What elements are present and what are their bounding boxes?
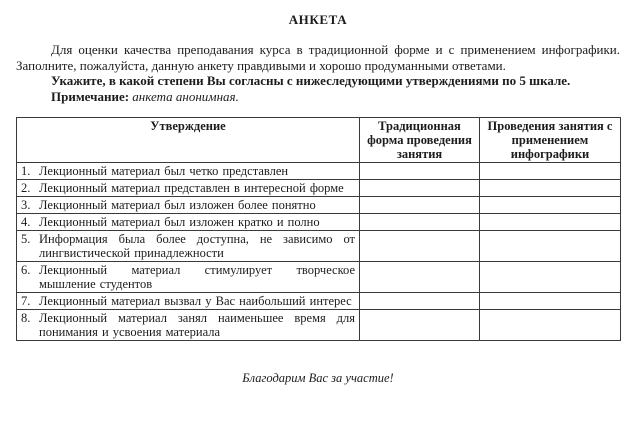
answer-cell-traditional[interactable] — [360, 262, 480, 293]
answer-cell-infographics[interactable] — [480, 262, 621, 293]
note-text: анкета анонимная. — [132, 88, 239, 104]
answer-cell-traditional[interactable] — [360, 197, 480, 214]
header-row — [17, 118, 621, 163]
statement-cell — [17, 293, 360, 310]
intro-paragraph — [16, 42, 620, 104]
statement-text: Лекционный материал был изложен кратко и полно — [39, 215, 320, 229]
table-row — [17, 293, 621, 310]
table-row — [17, 180, 621, 197]
answer-cell-infographics[interactable] — [480, 163, 621, 180]
answer-cell-traditional[interactable] — [360, 310, 480, 341]
row-number: 6. — [21, 263, 31, 277]
document-title: АНКЕТА — [288, 12, 348, 27]
note-label: Примечание: — [51, 88, 130, 104]
answer-cell-traditional[interactable] — [360, 293, 480, 310]
answer-cell-traditional[interactable] — [360, 163, 480, 180]
column-header-traditional-form: Традиционная форма проведения занятия — [360, 118, 480, 163]
table-row — [17, 231, 621, 262]
statement-text: Лекционный материал занял наименьшее время для понимания и усвоения материала — [39, 311, 355, 339]
intro-line-1: Для оценки качества преподавания курса в традиционной форме и с применением инфографики. — [51, 42, 620, 57]
statement-text: Лекционный материал вызвал у Вас наибольший интерес — [39, 294, 352, 308]
table-row — [17, 262, 621, 293]
answer-cell-infographics[interactable] — [480, 293, 621, 310]
statement-text: Лекционный материал был четко представлен — [39, 164, 289, 178]
statement-cell — [17, 197, 360, 214]
statement-cell — [17, 214, 360, 231]
statement-cell — [17, 180, 360, 197]
row-number: 7. — [21, 294, 31, 308]
statement-text: Лекционный материал был изложен более понятно — [39, 198, 316, 212]
row-number: 4. — [21, 215, 31, 229]
answer-cell-traditional[interactable] — [360, 180, 480, 197]
column-header-statement: Утверждение — [17, 118, 360, 163]
answer-cell-infographics[interactable] — [480, 197, 621, 214]
survey-table-header — [17, 118, 621, 163]
table-row — [17, 197, 621, 214]
answer-cell-traditional[interactable] — [360, 214, 480, 231]
statement-cell — [17, 310, 360, 341]
instruction-line: Укажите, в какой степени Вы согласны с нижеследующими утверждениями по 5 шкале. — [51, 73, 571, 88]
statement-cell — [17, 163, 360, 180]
row-number: 3. — [21, 198, 31, 212]
table-row — [17, 163, 621, 180]
row-number: 5. — [21, 232, 31, 246]
row-number: 8. — [21, 311, 31, 325]
intro-line-2: Заполните, пожалуйста, данную анкету правдивыми и хорошо продуманными ответами. — [16, 57, 506, 73]
row-number: 1. — [21, 164, 31, 178]
answer-cell-infographics[interactable] — [480, 214, 621, 231]
survey-table — [16, 117, 621, 341]
answer-cell-infographics[interactable] — [480, 231, 621, 262]
row-number: 2. — [21, 181, 31, 195]
answer-cell-traditional[interactable] — [360, 231, 480, 262]
closing-message: Благодарим Вас за участие! — [242, 371, 394, 385]
statement-text: Лекционный материал представлен в интересной форме — [39, 181, 344, 195]
table-row — [17, 214, 621, 231]
statement-text: Лекционный материал стимулирует творческое мышление студентов — [39, 263, 355, 291]
answer-cell-infographics[interactable] — [480, 310, 621, 341]
statement-cell — [17, 231, 360, 262]
answer-cell-infographics[interactable] — [480, 180, 621, 197]
statement-cell — [17, 262, 360, 293]
survey-table-body — [17, 163, 621, 341]
column-header-infographics: Проведения занятия с применением инфографики — [480, 118, 621, 163]
statement-text: Информация была более доступна, не зависимо от лингвистической принадлежности — [39, 232, 355, 260]
table-row — [17, 310, 621, 341]
note-line — [16, 89, 620, 105]
